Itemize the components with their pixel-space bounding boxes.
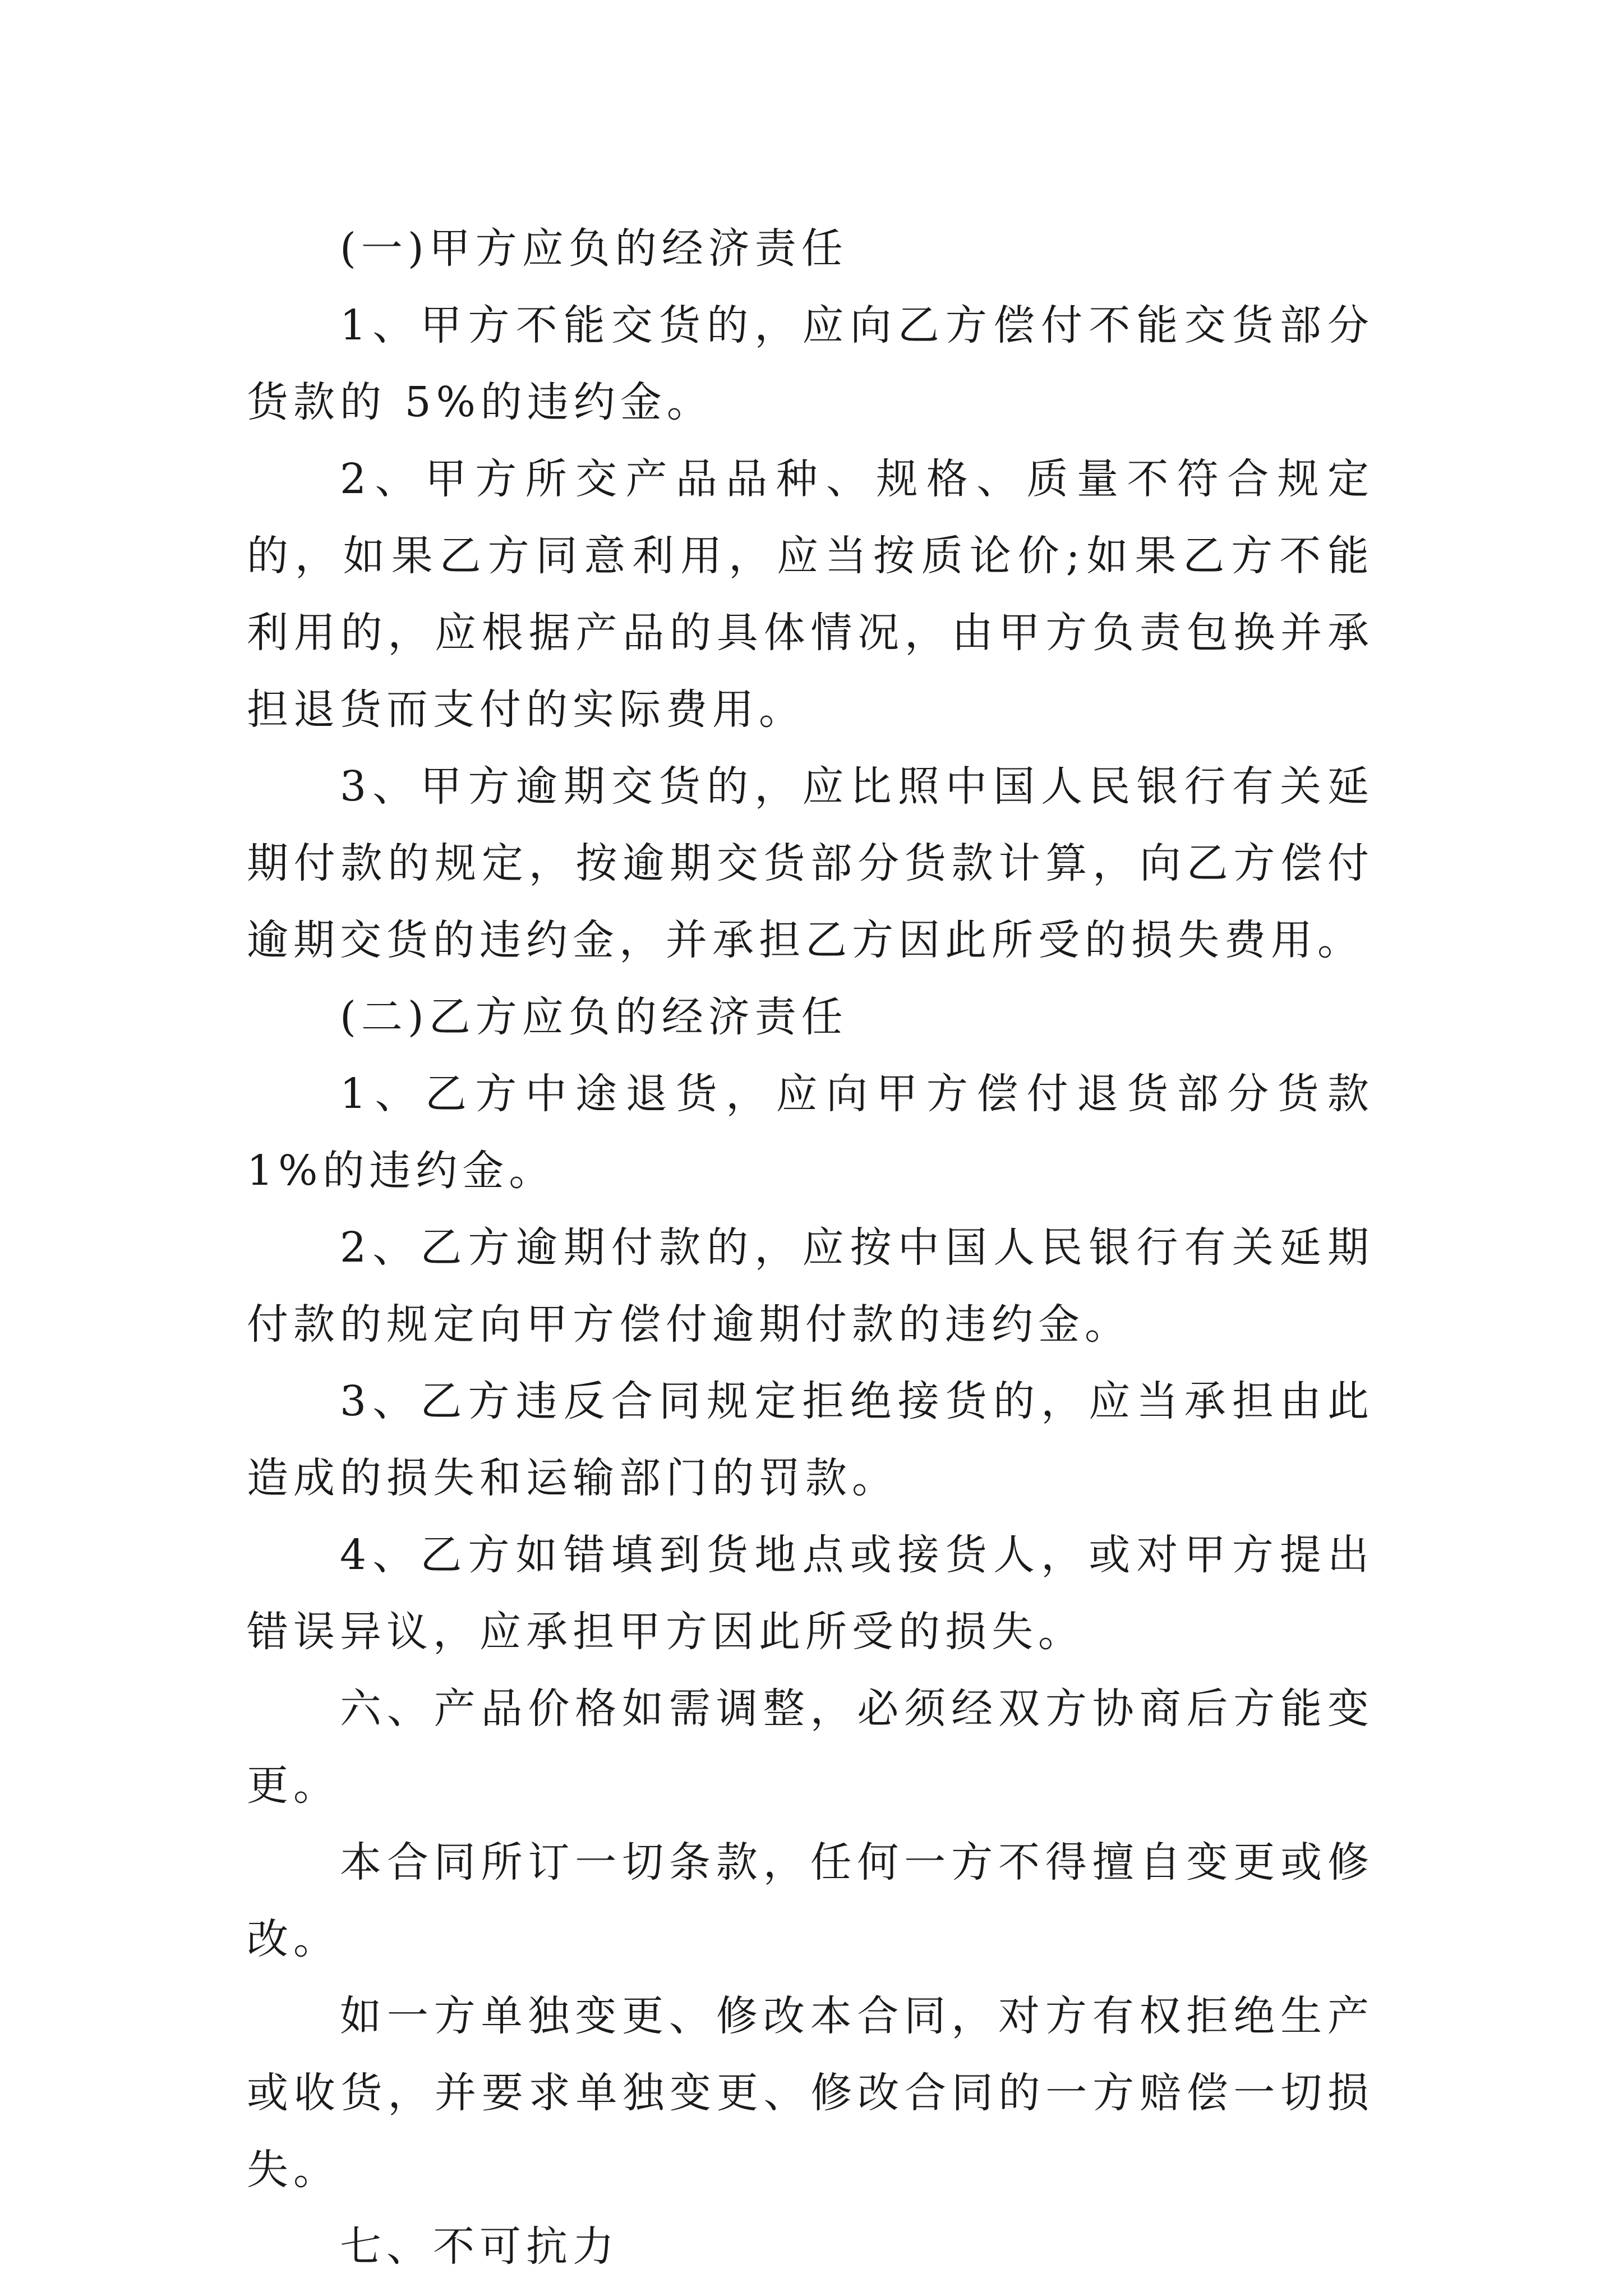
section-heading-party-a: (一)甲方应负的经济责任	[340, 224, 848, 273]
article-six-clause-1: 本合同所订一切条款，任何一方不得擅自变更或修改。	[247, 1838, 1374, 1963]
clause-b1: 1、乙方中途退货，应向甲方偿付退货部分货款 1%的违约金。	[247, 1070, 1374, 1195]
clause-a1: 1、甲方不能交货的，应向乙方偿付不能交货部分货款的 5%的违约金。	[247, 301, 1374, 426]
clause-b3: 3、乙方违反合同规定拒绝接货的，应当承担由此造成的损失和运输部门的罚款。	[247, 1377, 1374, 1502]
section-heading-party-b: (二)乙方应负的经济责任	[340, 993, 848, 1041]
clause-a2: 2、甲方所交产品品种、规格、质量不符合规定的，如果乙方同意利用，应当按质论价;如果乙方不能利用的，应根据产品的具体情况，由甲方负责包换并承担退货而支付的实际费用。	[247, 455, 1374, 734]
clause-b4: 4、乙方如错填到货地点或接货人，或对甲方提出错误异议，应承担甲方因此所受的损失。	[247, 1531, 1374, 1656]
article-six-clause-2: 如一方单独变更、修改本合同，对方有权拒绝生产或收货，并要求单独变更、修改合同的一方赔偿一切损失。	[247, 1992, 1374, 2194]
article-six: 六、产品价格如需调整，必须经双方协商后方能变更。	[247, 1685, 1374, 1810]
clause-a3: 3、甲方逾期交货的，应比照中国人民银行有关延期付款的规定，按逾期交货部分货款计算，向乙方偿付逾期交货的违约金，并承担乙方因此所受的损失费用。	[247, 762, 1374, 964]
clause-b2: 2、乙方逾期付款的，应按中国人民银行有关延期付款的规定向甲方偿付逾期付款的违约金。	[247, 1223, 1374, 1349]
article-seven-heading: 七、不可抗力	[340, 2223, 619, 2271]
contract-body	[247, 210, 1374, 2285]
